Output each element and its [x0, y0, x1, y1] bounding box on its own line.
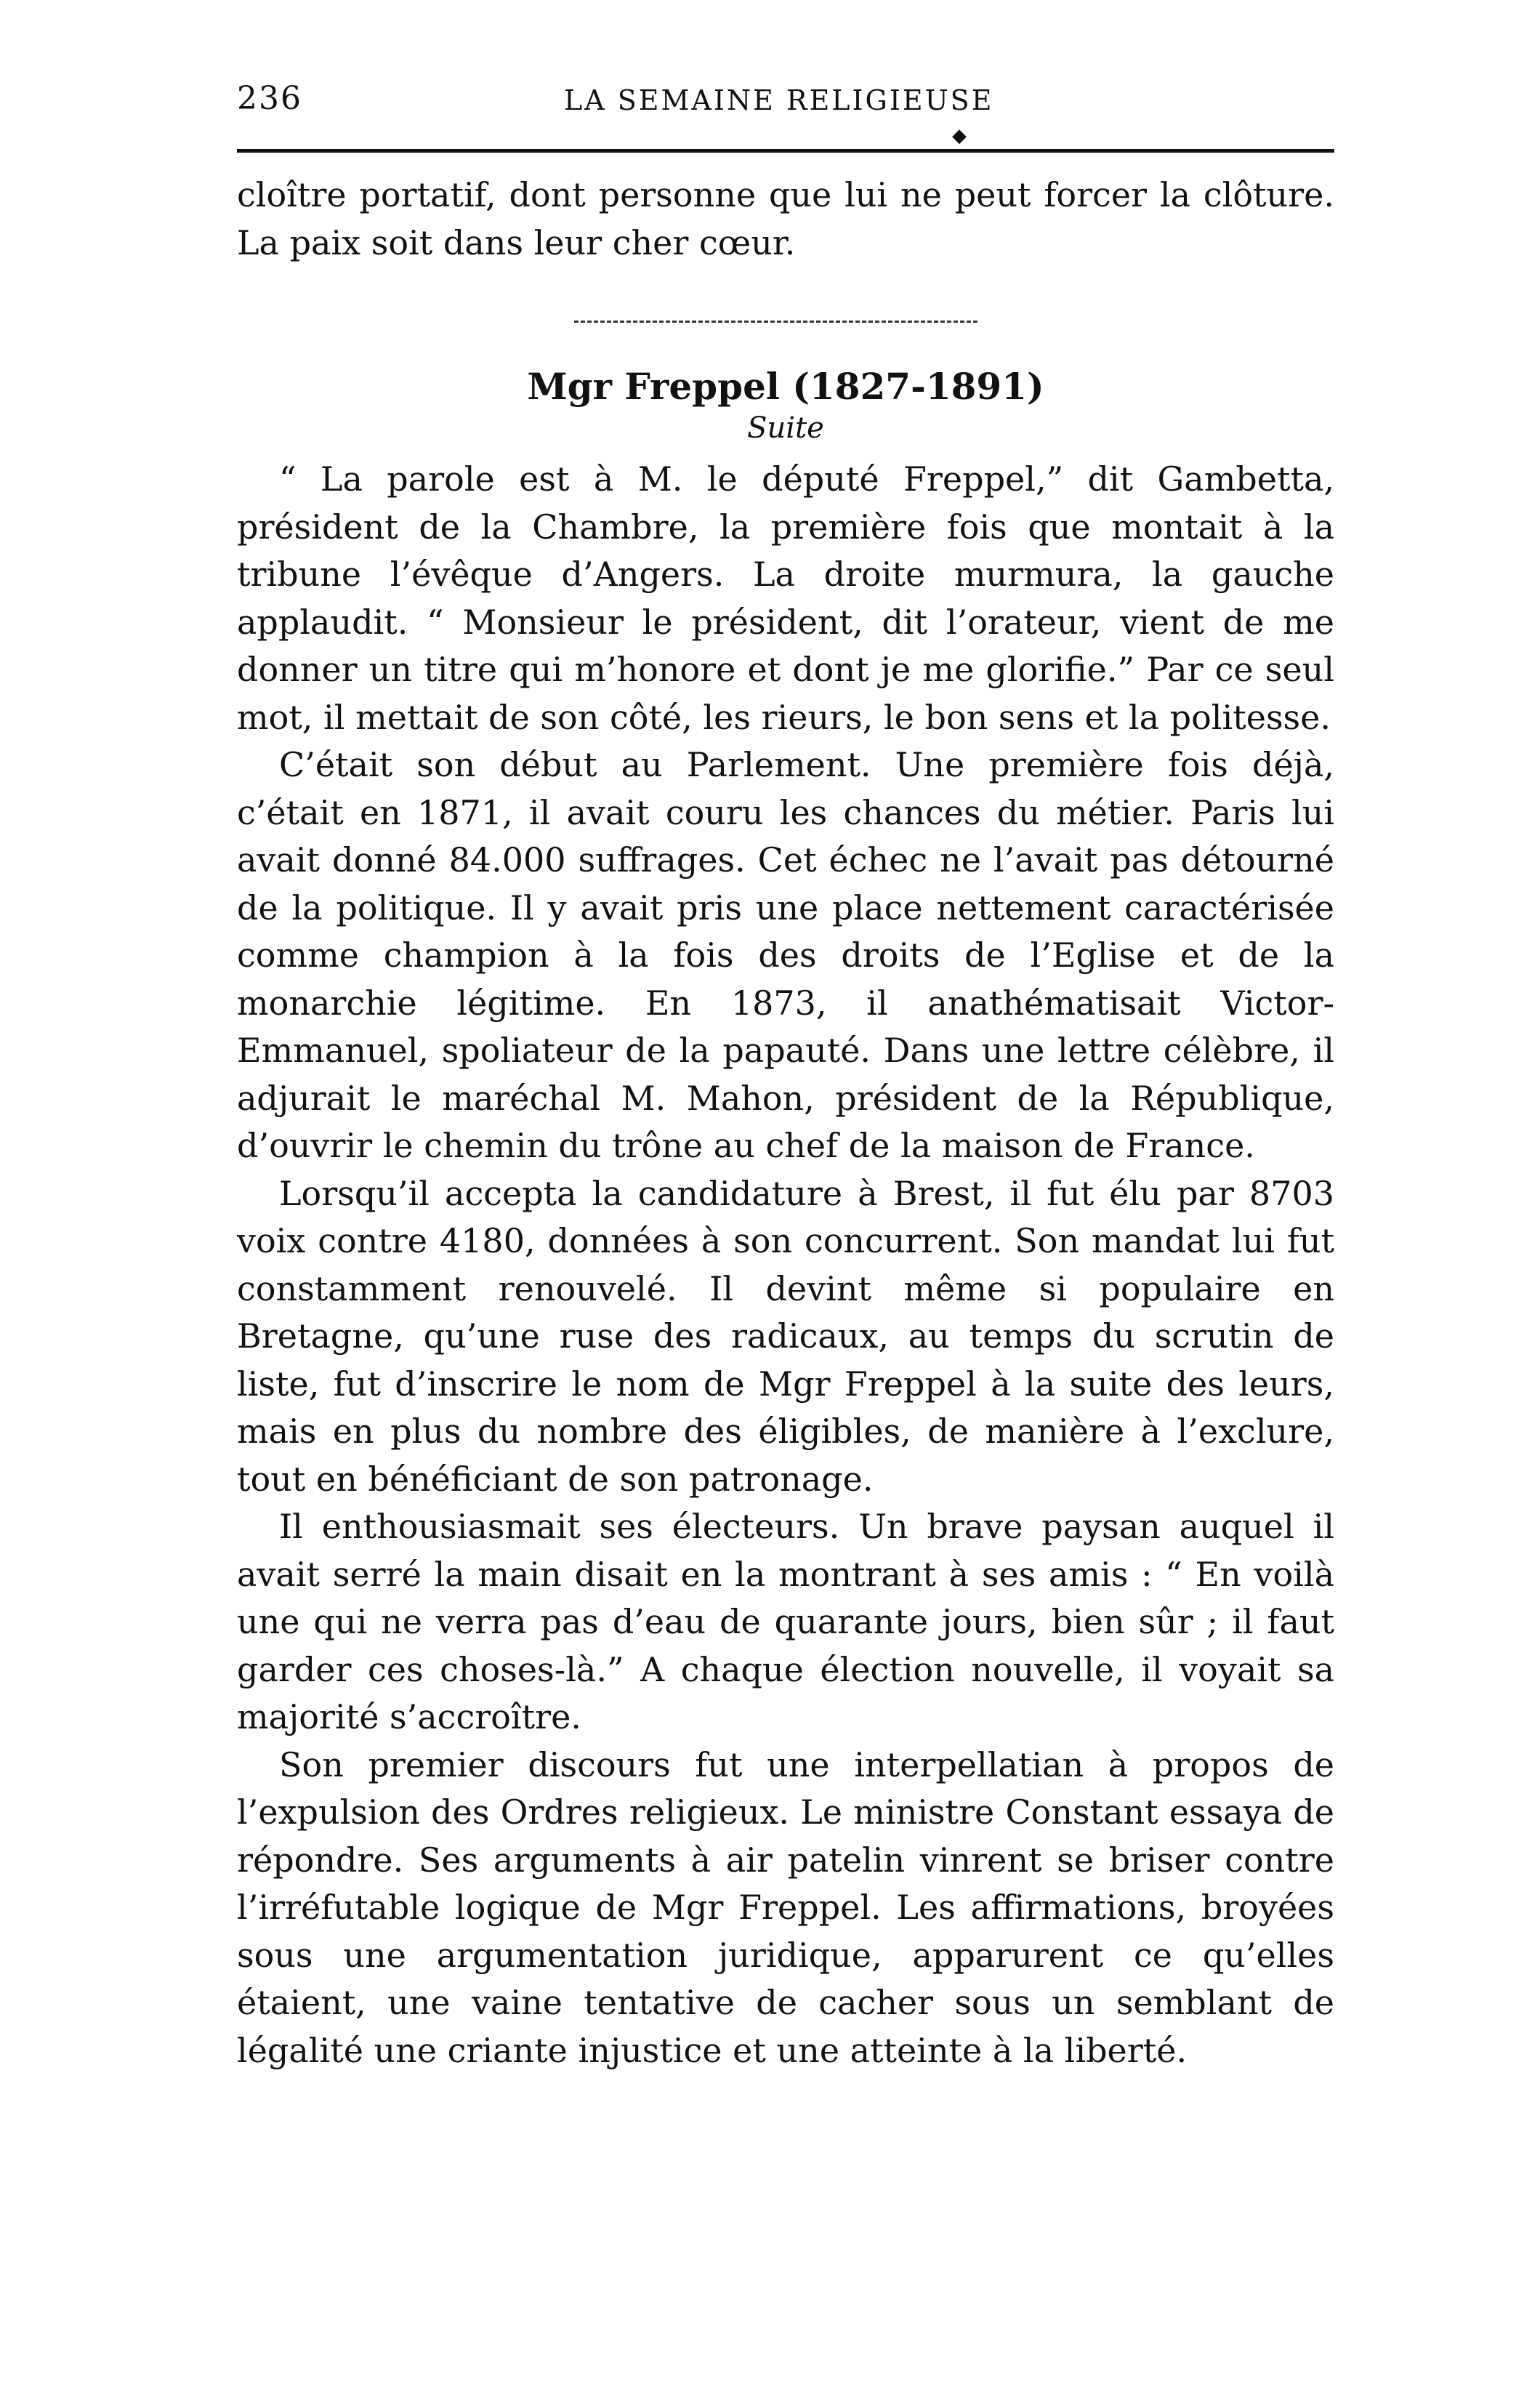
- running-title: LA SEMAINE RELIGIEUSE: [564, 84, 994, 116]
- article-body: [237, 456, 1334, 2074]
- paragraph: C’était son début au Parlement. Une première fois déjà, c’était en 1871, il avait couru les chances du métier. Paris lui avait donné 84.000 suffrages. Cet échec ne l’avait pas détourné de la politique. Il y avait pris une place nettement caractérisée comme champion à la fois des droits de l’Eglise et de la monarchie légitime. En 1873, il anathématisait Victor-Emmanuel, spoliateur de la papauté. Dans une lettre célèbre, il adjurait le maréchal M. Mahon, président de la République, d’ouvrir le chemin du trône au chef de la maison de France.: [237, 745, 1334, 1165]
- paragraph: Il enthousiasmait ses électeurs. Un brave paysan auquel il avait serré la main disait en la montrant à ses amis : “ En voilà une qui ne verra pas d’eau de quarante jours, bien sûr ; il faut garder ces choses-là.” A chaque élection nouvelle, il voyait sa majorité s’accroître.: [237, 1507, 1334, 1736]
- section-separator: [574, 321, 977, 323]
- article-title: Mgr Freppel (1827-1891): [527, 365, 1044, 408]
- article-subtitle: Suite: [747, 411, 824, 445]
- running-head: [237, 73, 1334, 124]
- intro-block: [237, 172, 1334, 267]
- paragraph: Son premier discours fut une interpellatian à propos de l’expulsion des Ordres religieux. Le ministre Constant essaya de répondre. Ses arguments à air patelin vinrent se briser contre l’irréfutable logique de Mgr Freppel. Les affirmations, broyées sous une argumentation juridique, apparurent ce qu’elles étaient, une vaine tentative de cacher sous un semblant de légalité une criante injustice et une atteinte à la liberté.: [237, 1744, 1334, 2070]
- ornament-icon: ◆: [952, 125, 967, 147]
- paragraph: “ La parole est à M. le député Freppel,” dit Gambetta, président de la Chambre, la première fois que montait à la tribune l’évêque d’Angers. La droite murmura, la gauche applaudit. “ Monsieur le président, dit l’orateur, vient de me donner un titre qui m’honore et dont je me glorifie.” Par ce seul mot, il mettait de son côté, les rieurs, le bon sens et la politesse.: [237, 459, 1334, 737]
- header-rule: [237, 149, 1334, 153]
- page-number: 236: [237, 80, 302, 117]
- intro-paragraph: cloître portatif, dont personne que lui ne peut forcer la clôture. La paix soit dans leur cher cœur.: [237, 175, 1334, 262]
- paragraph: Lorsqu’il accepta la candidature à Brest, il fut élu par 8703 voix contre 4180, données à son concurrent. Son mandat lui fut constamment renouvelé. Il devint même si populaire en Bretagne, qu’une ruse des radicaux, au temps du scrutin de liste, fut d’inscrire le nom de Mgr Freppel à la suite des leurs, mais en plus du nombre des éligibles, de manière à l’exclure, tout en bénéficiant de son patronage.: [237, 1173, 1334, 1499]
